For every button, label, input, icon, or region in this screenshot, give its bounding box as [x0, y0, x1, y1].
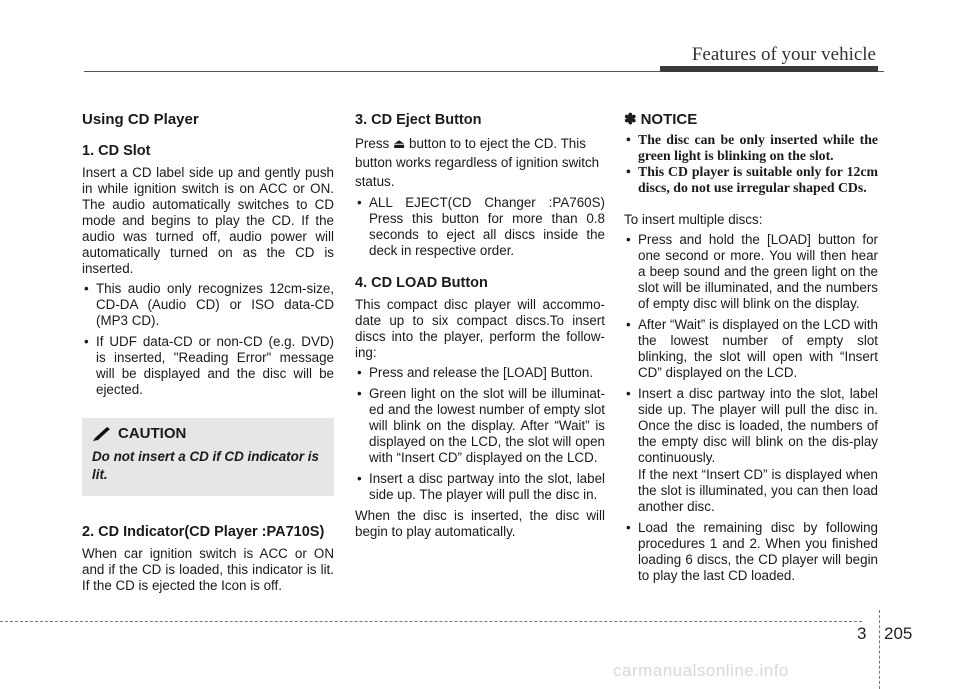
eject-pre: Press — [355, 136, 390, 151]
caution-title: CAUTION — [118, 425, 187, 442]
notice-header — [624, 112, 878, 128]
list-item-text: Insert a disc partway into the slot, label side up. The player will pull the disc in. Once the disc is loaded, the numbers of the empty disc will blink on the dis-play continuously. — [638, 386, 878, 465]
chapter-number: 3 — [857, 624, 867, 643]
list-item: • After “Wait” is displayed on the LCD with the lowest number of empty slot blinking, the slot will open with “Insert CD” displayed on the LCD. — [624, 317, 878, 381]
multi-intro: To insert multiple discs: — [624, 212, 763, 227]
eject-post: button to to eject the CD. This button works regardless of ignition switch status. — [355, 136, 600, 189]
list-item: • ALL EJECT(CD Changer :PA760S) Press this button for more than 0.8 seconds to eject all discs inside the deck in respective order. — [355, 195, 605, 259]
eject-heading: 3. CD Eject Button — [355, 112, 482, 128]
eject-list — [355, 195, 605, 259]
caution-box — [82, 418, 334, 496]
list-item: • This audio only recognizes 12cm-size, CD-DA (Audio CD) or ISO data-CD (MP3 CD). — [82, 281, 334, 329]
list-item: • If UDF data-CD or non-CD (e.g. DVD) is inserted, "Reading Error" message will be displayed and the disc will be ejected. — [82, 334, 334, 398]
cd-slot-body: Insert a CD label side up and gently push in while ignition switch is on ACC or ON. The audio automatically switches to CD mode and begins to play the CD. If the audio was turned off, audio power will automatically turned on as the CD is inserted. — [82, 165, 334, 276]
caution-header — [92, 426, 324, 442]
page-heading: Using CD Player — [82, 111, 199, 128]
cd-slot-heading: 1. CD Slot — [82, 143, 151, 159]
cd-indicator-body: When car ignition switch is ACC or ON and if the CD is loaded, this indicator is lit. If the CD is ejected the Icon is off. — [82, 546, 334, 593]
list-item-continuation: If the next “Insert CD” is displayed when the slot is illuminated, you can then load another disc. — [638, 467, 878, 514]
list-item: • Load the remaining disc by following procedures 1 and 2. When you finished loading 6 discs, the CD player will begin to play the last CD loaded. — [624, 520, 878, 584]
load-list — [355, 365, 605, 503]
eject-icon: ⏏ — [392, 136, 406, 151]
notice-title: NOTICE — [640, 111, 698, 128]
notice-list — [624, 132, 878, 196]
list-item: • The disc can be only inserted while the green light is blinking on the slot. — [624, 132, 878, 164]
cd-indicator-heading: 2. CD Indicator(CD Player :PA710S) — [82, 524, 325, 540]
pencil-icon — [92, 427, 112, 441]
section-title: Features of your vehicle — [691, 44, 876, 65]
list-item — [624, 386, 878, 515]
header-rule-accent — [660, 66, 878, 72]
footer-divider — [879, 610, 880, 689]
load-end: When the disc is inserted, the disc will begin to play automatically. — [355, 508, 605, 539]
cd-slot-list — [82, 281, 334, 398]
asterisk-icon: ✽ — [624, 111, 637, 128]
list-item: • Press and hold the [LOAD] button for one second or more. You will then hear a beep sound and the green light on the slot will be illuminated, and the numbers of empty disc will blink on the display. — [624, 232, 878, 312]
footer-rule — [0, 621, 862, 622]
list-item: • Insert a disc partway into the slot, label side up. The player will pull the disc in. — [355, 471, 605, 503]
column-middle — [355, 108, 605, 540]
list-item: • Green light on the slot will be illuminat-ed and the lowest number of empty slot will blink on the display. After “Wait” is displayed on the LCD, the slot will open with “Insert CD” displayed on the LCD. — [355, 386, 605, 466]
column-left — [82, 108, 334, 594]
page-number: 205 — [884, 624, 913, 643]
column-right — [624, 108, 878, 589]
multi-list — [624, 232, 878, 584]
list-item: • Press and release the [LOAD] Button. — [355, 365, 605, 381]
list-item: • This CD player is suitable only for 12cm discs, do not use irregular shaped CDs. — [624, 164, 878, 196]
load-heading: 4. CD LOAD Button — [355, 275, 488, 291]
watermark: carmanualsonline.info — [613, 661, 789, 680]
load-body: This compact disc player will accommo-date up to six compact discs.To insert discs into the player, perform the follow-ing: — [355, 297, 605, 360]
caution-text: Do not insert a CD if CD indicator is lit. — [92, 449, 319, 482]
eject-body — [355, 134, 605, 191]
